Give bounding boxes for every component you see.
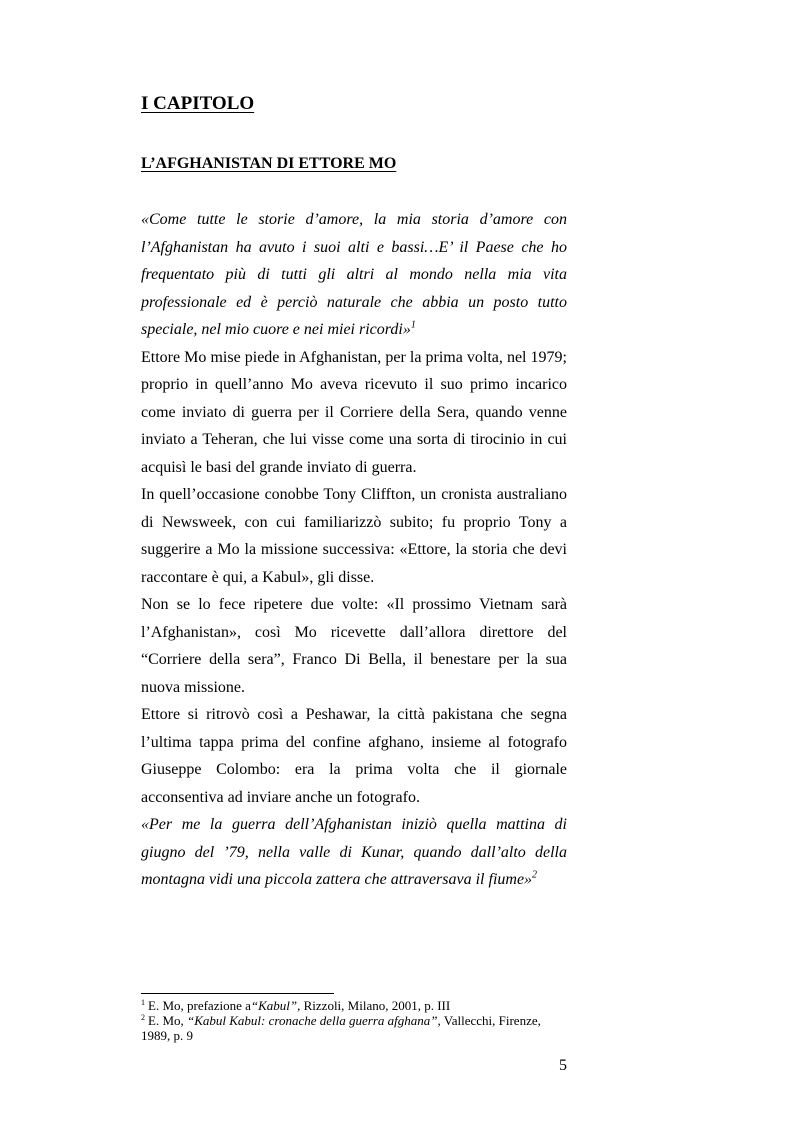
paragraph-2: Ettore Mo mise piede in Afghanistan, per la prima volta, nel 1979; proprio in quell’anno Mo aveva ricevuto il suo primo incarico come inviato di guerra per il Corriere della Sera, quando venne inviato a Teheran, che lui visse come una sorta di tirocinio in cui acquisì le basi del grande inviato di guerra. (141, 348, 567, 476)
footnote-separator (141, 993, 334, 994)
footnotes (141, 998, 567, 1043)
paragraph-3: In quell’occasione conobbe Tony Cliffton, un cronista australiano di Newsweek, con cui familiarizzò subito; fu proprio Tony a suggerire a Mo la missione successiva: «Ettore, la storia che devi raccontare è qui, a Kabul», gli disse. (141, 486, 567, 586)
paragraph-4: Non se lo fece ripetere due volte: «Il prossimo Vietnam sarà l’Afghanistan», così Mo ricevette dall’allora direttore del “Corriere della sera”, Franco Di Bella, il benestare per la sua nuova missione. (141, 596, 567, 696)
quote-paragraph-6 (141, 811, 567, 894)
footnote-1 (141, 998, 567, 1013)
footnote-1-pre: E. Mo, prefazione a (148, 998, 251, 1013)
footnote-2-pre: E. Mo, (148, 1013, 187, 1028)
footnote-1-post: Rizzoli, Milano, 2001, p. III (300, 998, 451, 1013)
paragraph-5: Ettore si ritrovò così a Peshawar, la città pakistana che segna l’ultima tappa prima del confine afghano, insieme al fotografo Giuseppe Colombo: era la prima volta che il giornale acconsentiva ad inviare anche un fotografo. (141, 706, 567, 806)
footnote-1-number: 1 (141, 997, 145, 1007)
quote-6-text: «Per me la guerra dell’Afghanistan iniziò quella mattina di giugno del ’79, nella valle di Kunar, quando dall’alto della montagna vidi una piccola zattera che attraversava il fiume» (141, 816, 567, 888)
footnote-1-title: “Kabul”, (250, 998, 301, 1013)
chapter-title: I CAPITOLO (141, 93, 255, 114)
footnote-2-title: “Kabul Kabul: cronache della guerra afghana”, (187, 1013, 441, 1028)
quote-paragraph-1 (141, 206, 567, 344)
footnote-ref-2: 2 (532, 869, 538, 881)
footnote-ref-1: 1 (410, 319, 416, 331)
body-text (141, 206, 567, 894)
page-number: 5 (559, 1057, 567, 1074)
footnote-2-number: 2 (141, 1012, 145, 1022)
footnote-2 (141, 1013, 567, 1043)
section-title: L’AFGHANISTAN DI ETTORE MO (141, 155, 397, 172)
footnote-2-post: Vallecchi, Firenze, 1989, p. 9 (141, 1013, 541, 1043)
quote-1-text: «Come tutte le storie d’amore, la mia storia d’amore con l’Afghanistan ha avuto i suoi alti e bassi…E’ il Paese che ho frequentato più di tutti gli altri al mondo nella mia vita professionale ed è perciò naturale che abbia un posto tutto speciale, nel mio cuore e nei miei ricordi» (141, 211, 567, 338)
